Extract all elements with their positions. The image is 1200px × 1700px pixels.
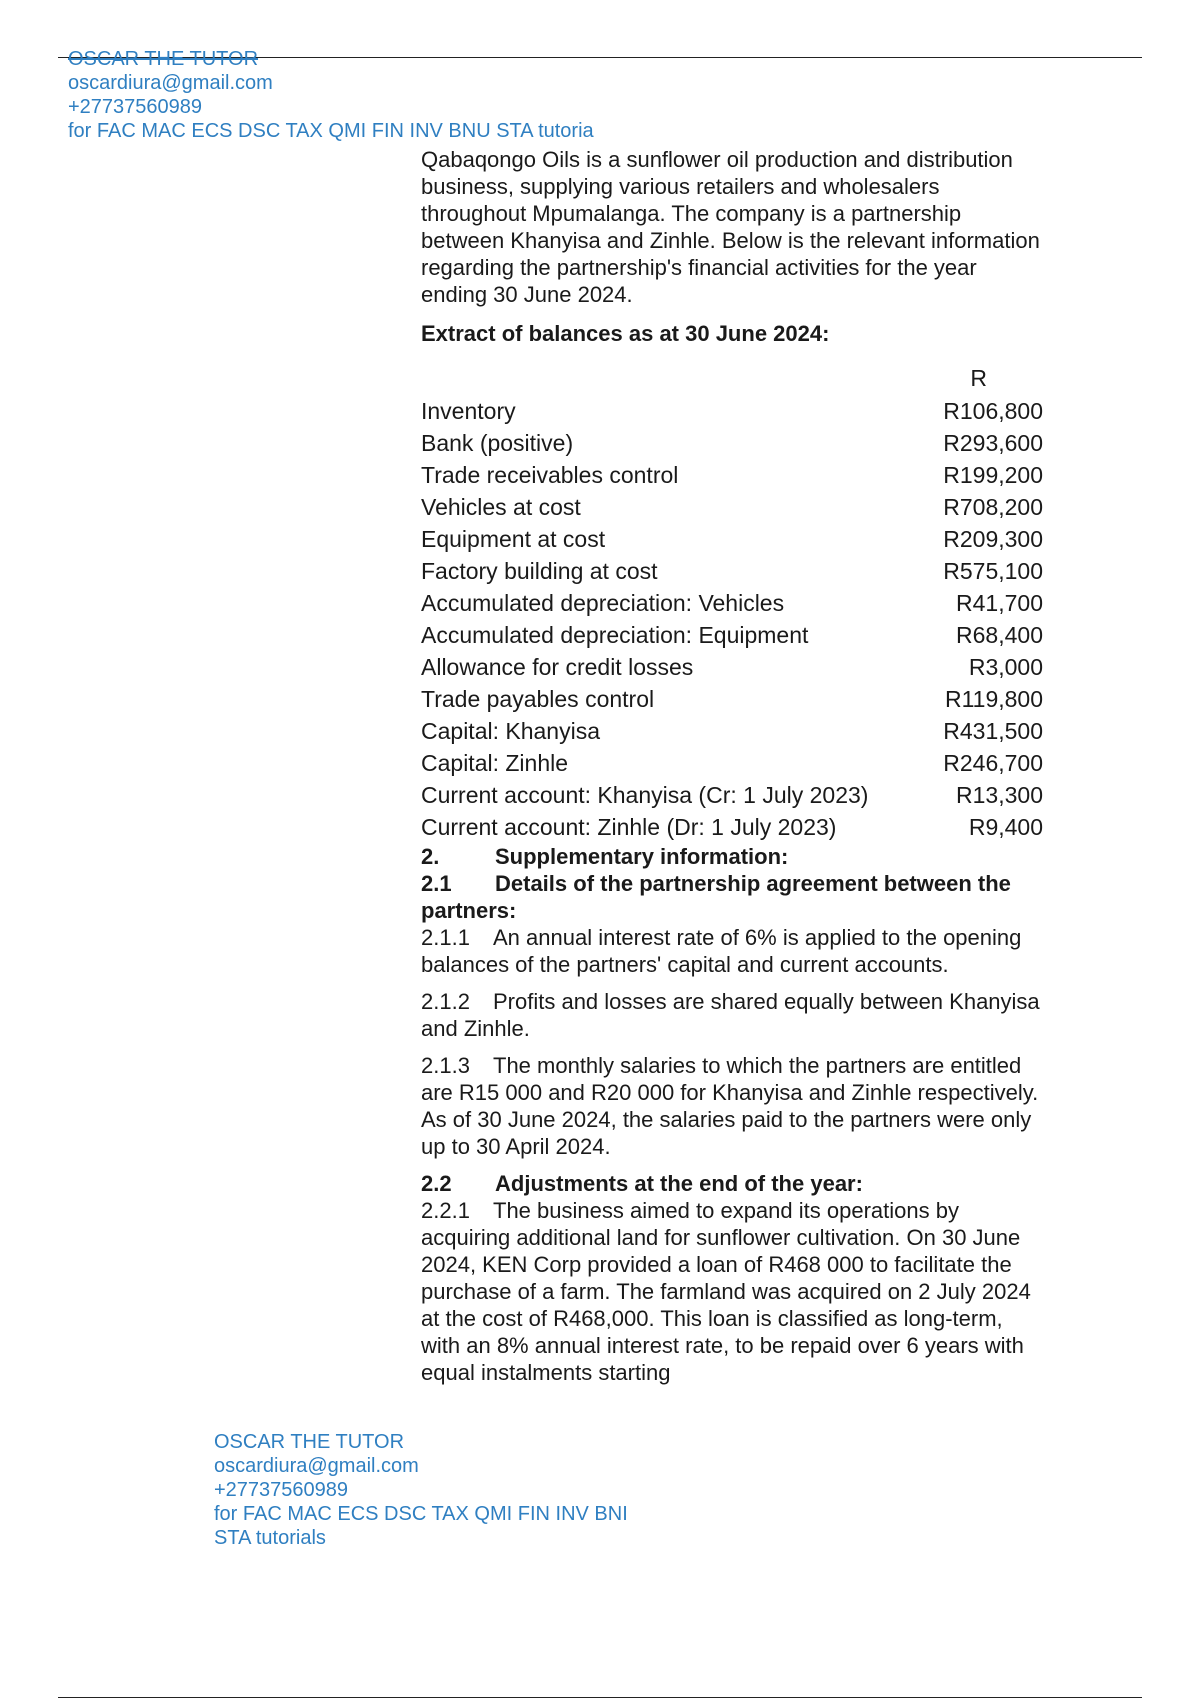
watermark-subjects-continued: STA tutorials xyxy=(214,1527,326,1549)
item-text: The business aimed to expand its operations by acquiring additional land for sunflower cultivation. On 30 June 2024, KEN Corp provided a loan of R468 000 to facilitate the purchase of a farm. The farmland was acquired on 2 July 2024 at the cost of R468,000. This loan is classified as long-term, with an 8% annual interest rate, to be repaid over 6 years with equal instalments starting xyxy=(421,1198,1031,1385)
balance-label: Accumulated depreciation: Vehicles xyxy=(421,590,785,616)
balance-amount: R199,200 xyxy=(943,462,1043,488)
agreement-heading xyxy=(421,870,1041,924)
watermark-subjects: for FAC MAC ECS DSC TAX QMI FIN INV BNI xyxy=(214,1503,628,1525)
table-row xyxy=(421,683,1043,715)
watermark-email: oscardiura@gmail.com xyxy=(214,1455,419,1477)
balance-label: Allowance for credit losses xyxy=(421,654,694,680)
balance-label: Accumulated depreciation: Equipment xyxy=(421,622,809,648)
watermark-name: OSCAR THE TUTOR xyxy=(214,1431,405,1453)
subsection-number: 2.2 xyxy=(421,1171,452,1196)
item-text: An annual interest rate of 6% is applied to the opening balances of the partners' capital and current accounts. xyxy=(421,925,1022,977)
item-number: 2.2.1 xyxy=(421,1198,470,1223)
balance-label: Current account: Zinhle (Dr: 1 July 2023) xyxy=(421,814,837,840)
balance-amount: R246,700 xyxy=(943,750,1043,776)
adjustments-heading xyxy=(421,1170,1041,1197)
document-body xyxy=(421,146,1041,1396)
balance-amount: R9,400 xyxy=(968,814,1043,840)
table-row xyxy=(421,715,1043,747)
item-number: 2.1.3 xyxy=(421,1053,470,1078)
supplementary-heading xyxy=(421,843,1041,870)
item-text: The monthly salaries to which the partners are entitled are R15 000 and R20 000 for Khanyisa and Zinhle respectively. As of 30 June 2024, the salaries paid to the partners were only up to 30 April 2024. xyxy=(421,1053,1039,1159)
watermark-phone: +27737560989 xyxy=(214,1479,349,1501)
agreement-item xyxy=(421,1052,1041,1160)
balance-label: Inventory xyxy=(421,398,516,424)
balance-amount: R293,600 xyxy=(943,430,1043,456)
balance-amount: R106,800 xyxy=(943,398,1043,424)
subsection-number: 2.1 xyxy=(421,871,452,896)
agreement-item xyxy=(421,924,1041,978)
table-row xyxy=(421,811,1043,843)
intro-paragraph: Qabaqongo Oils is a sunflower oil production and distribution business, supplying various retailers and wholesalers throughout Mpumalanga. The company is a partnership between Khanyisa and Zinhle. Below is the relevant information regarding the partnership's financial activities for the year ending 30 June 2024. xyxy=(421,147,1040,307)
section-title: Supplementary information: xyxy=(495,844,789,869)
subsection-title: Adjustments at the end of the year: xyxy=(495,1171,863,1196)
adjustment-item xyxy=(421,1197,1041,1386)
table-row xyxy=(421,395,1043,427)
balance-label: Equipment at cost xyxy=(421,526,606,552)
balance-amount: R119,800 xyxy=(944,686,1043,712)
watermark-email: oscardiura@gmail.com xyxy=(68,72,273,94)
extract-heading: Extract of balances as at 30 June 2024: xyxy=(421,321,830,346)
item-number: 2.1.2 xyxy=(421,989,470,1014)
watermark-name: OSCAR THE TUTOR xyxy=(68,48,259,70)
balance-amount: R575,100 xyxy=(943,558,1043,584)
table-row xyxy=(421,491,1043,523)
table-row xyxy=(421,587,1043,619)
table-row xyxy=(421,427,1043,459)
watermark-top xyxy=(68,47,594,143)
balance-label: Capital: Zinhle xyxy=(421,750,569,776)
agreement-item xyxy=(421,988,1041,1042)
table-row xyxy=(421,619,1043,651)
balance-label: Vehicles at cost xyxy=(421,494,581,520)
balance-amount: R708,200 xyxy=(943,494,1043,520)
table-row xyxy=(421,779,1043,811)
balances-table xyxy=(421,361,1043,843)
balance-label: Bank (positive) xyxy=(421,430,574,456)
balance-amount: R431,500 xyxy=(943,718,1043,744)
balance-amount: R68,400 xyxy=(956,622,1043,648)
item-text: Profits and losses are shared equally between Khanyisa and Zinhle. xyxy=(421,989,1040,1041)
balance-label: Factory building at cost xyxy=(421,558,658,584)
table-row xyxy=(421,747,1043,779)
balance-amount: R41,700 xyxy=(956,590,1043,616)
table-row xyxy=(421,459,1043,491)
watermark-phone: +27737560989 xyxy=(68,96,203,118)
bottom-rule xyxy=(58,1697,1142,1698)
table-row xyxy=(421,651,1043,683)
item-number: 2.1.1 xyxy=(421,925,470,950)
currency-header: R xyxy=(970,365,987,391)
balance-label: Current account: Khanyisa (Cr: 1 July 2023) xyxy=(421,782,869,808)
section-number: 2. xyxy=(421,844,440,869)
balance-label: Trade receivables control xyxy=(421,462,679,488)
balance-label: Capital: Khanyisa xyxy=(421,718,600,744)
balance-amount: R209,300 xyxy=(943,526,1043,552)
watermark-bottom xyxy=(214,1430,628,1550)
table-row xyxy=(421,523,1043,555)
balances-header-row xyxy=(421,361,1043,395)
balance-amount: R3,000 xyxy=(968,654,1043,680)
subsection-title: Details of the partnership agreement between the partners: xyxy=(421,871,1011,923)
balance-label: Trade payables control xyxy=(421,686,655,712)
table-row xyxy=(421,555,1043,587)
balance-amount: R13,300 xyxy=(956,782,1043,808)
watermark-subjects: for FAC MAC ECS DSC TAX QMI FIN INV BNU STA tutoria xyxy=(68,120,594,142)
